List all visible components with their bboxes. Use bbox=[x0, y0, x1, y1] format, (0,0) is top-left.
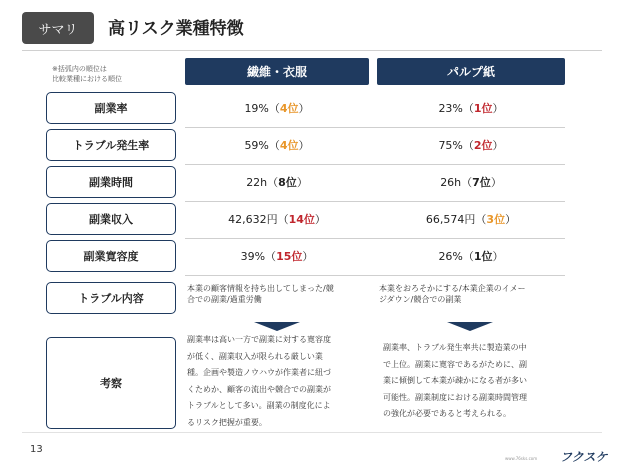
row-label-side-job-hours: 副業時間 bbox=[46, 166, 176, 198]
rank-value: 1位 bbox=[473, 102, 493, 115]
cell-pulp-tolerance bbox=[377, 240, 565, 272]
consideration-line: 種。企画や製造ノウハウが作業者に紐づ bbox=[187, 368, 331, 377]
column-header-pulp-paper: パルプ紙 bbox=[377, 58, 565, 85]
consideration-line: トラブルとして多い。副業の制度化によ bbox=[187, 401, 331, 410]
cell-close: ） bbox=[298, 139, 310, 152]
down-arrow-icon bbox=[447, 322, 493, 331]
cell-textile-trouble-rate bbox=[185, 129, 369, 161]
cell-close: ） bbox=[296, 176, 308, 189]
cell-value: 59%（ bbox=[244, 139, 280, 152]
cell-value: 42,632円（ bbox=[228, 213, 289, 226]
trouble-line: ジダウン/競合での副業 bbox=[379, 295, 462, 304]
page-title: 高リスク業種特徴 bbox=[108, 19, 244, 39]
cell-close: ） bbox=[302, 250, 314, 263]
cell-pulp-side-job-income bbox=[377, 203, 565, 235]
row-label-side-job-rate: 副業率 bbox=[46, 92, 176, 124]
cell-value: 19%（ bbox=[244, 102, 280, 115]
cell-pulp-side-job-rate bbox=[377, 92, 565, 124]
row-divider bbox=[185, 164, 565, 165]
consideration-text-pulp bbox=[383, 340, 567, 423]
consideration-line: くためか、顧客の流出や競合での副業が bbox=[187, 384, 331, 394]
cell-value: 26%（ bbox=[438, 250, 474, 263]
row-label-trouble-rate: トラブル発生率 bbox=[46, 129, 176, 161]
rank-value: 3位 bbox=[486, 213, 506, 226]
row-label-tolerance: 副業寛容度 bbox=[46, 240, 176, 272]
trouble-text-pulp bbox=[379, 283, 565, 305]
row-divider bbox=[185, 127, 565, 128]
row-divider bbox=[185, 201, 565, 202]
cell-close: ） bbox=[505, 213, 517, 226]
consideration-line: 可能性。副業制度における副業時間管理 bbox=[383, 392, 527, 402]
cell-close: ） bbox=[492, 139, 504, 152]
consideration-line: るリスク把握が重要。 bbox=[187, 417, 267, 427]
cell-value: 22h（ bbox=[246, 176, 279, 189]
cell-textile-side-job-hours bbox=[185, 166, 369, 198]
consideration-line: 副業率は高い一方で副業に対する寛容度 bbox=[187, 335, 331, 344]
consideration-line: が低く、副業収入が限られる厳しい業 bbox=[187, 351, 323, 361]
consideration-line: の強化が必要であると考えられる。 bbox=[383, 409, 511, 418]
consideration-line: で上位。副業に寛容であるがために、副 bbox=[383, 359, 527, 369]
rank-value: 15位 bbox=[276, 250, 303, 263]
consideration-line: 業に傾倒して本業が疎かになる者が多い bbox=[383, 376, 527, 385]
trouble-line: 本業をおろそかにする/本業企業のイメー bbox=[379, 284, 526, 293]
cell-value: 66,574円（ bbox=[425, 213, 487, 226]
summary-tag: サマリ bbox=[22, 12, 94, 44]
cell-textile-tolerance bbox=[185, 240, 369, 272]
consideration-line: 副業率、トラブル発生率共に製造業の中 bbox=[383, 343, 527, 352]
cell-value: 26h（ bbox=[440, 176, 473, 189]
rank-value: 2位 bbox=[473, 139, 493, 152]
footer-url: www.76sks.com bbox=[505, 456, 538, 461]
row-label-consideration: 考察 bbox=[46, 337, 176, 429]
brand-logo: フクスケ bbox=[560, 450, 608, 464]
row-label-side-job-income: 副業収入 bbox=[46, 203, 176, 235]
rank-value: 8位 bbox=[278, 176, 297, 189]
ranking-note bbox=[52, 64, 122, 84]
cell-close: ） bbox=[490, 176, 502, 189]
page-number: 13 bbox=[30, 444, 43, 455]
consideration-text-textile bbox=[187, 332, 369, 431]
cell-value: 39%（ bbox=[240, 250, 277, 263]
cell-close: ） bbox=[298, 102, 310, 115]
cell-close: ） bbox=[492, 102, 504, 115]
cell-textile-side-job-income bbox=[185, 203, 369, 235]
footer-divider bbox=[22, 432, 602, 433]
down-arrow-icon bbox=[254, 322, 300, 331]
ranking-note-line2: 比較業種における順位 bbox=[52, 75, 122, 83]
cell-close: ） bbox=[314, 213, 326, 226]
rank-value: 1位 bbox=[473, 250, 493, 263]
rank-value: 14位 bbox=[288, 213, 315, 226]
ranking-note-line1: ※括弧内の順位は bbox=[52, 65, 107, 73]
cell-value: 23%（ bbox=[438, 102, 474, 115]
rank-value: 4位 bbox=[279, 102, 299, 115]
column-header-textile: 繊維・衣服 bbox=[185, 58, 369, 85]
row-divider bbox=[185, 238, 565, 239]
rank-value: 4位 bbox=[279, 139, 299, 152]
cell-value: 75%（ bbox=[438, 139, 474, 152]
trouble-line: 本業の顧客情報を持ち出してしまった/競 bbox=[187, 284, 334, 293]
cell-pulp-trouble-rate bbox=[377, 129, 565, 161]
row-divider bbox=[185, 275, 565, 276]
row-label-trouble-content: トラブル内容 bbox=[46, 282, 176, 314]
trouble-text-textile bbox=[187, 283, 369, 305]
rank-value: 7位 bbox=[472, 176, 491, 189]
cell-close: ） bbox=[492, 250, 504, 263]
trouble-line: 合での副業/過重労働 bbox=[187, 295, 262, 304]
header-divider bbox=[22, 50, 602, 51]
cell-pulp-side-job-hours bbox=[377, 166, 565, 198]
cell-textile-side-job-rate bbox=[185, 92, 369, 124]
